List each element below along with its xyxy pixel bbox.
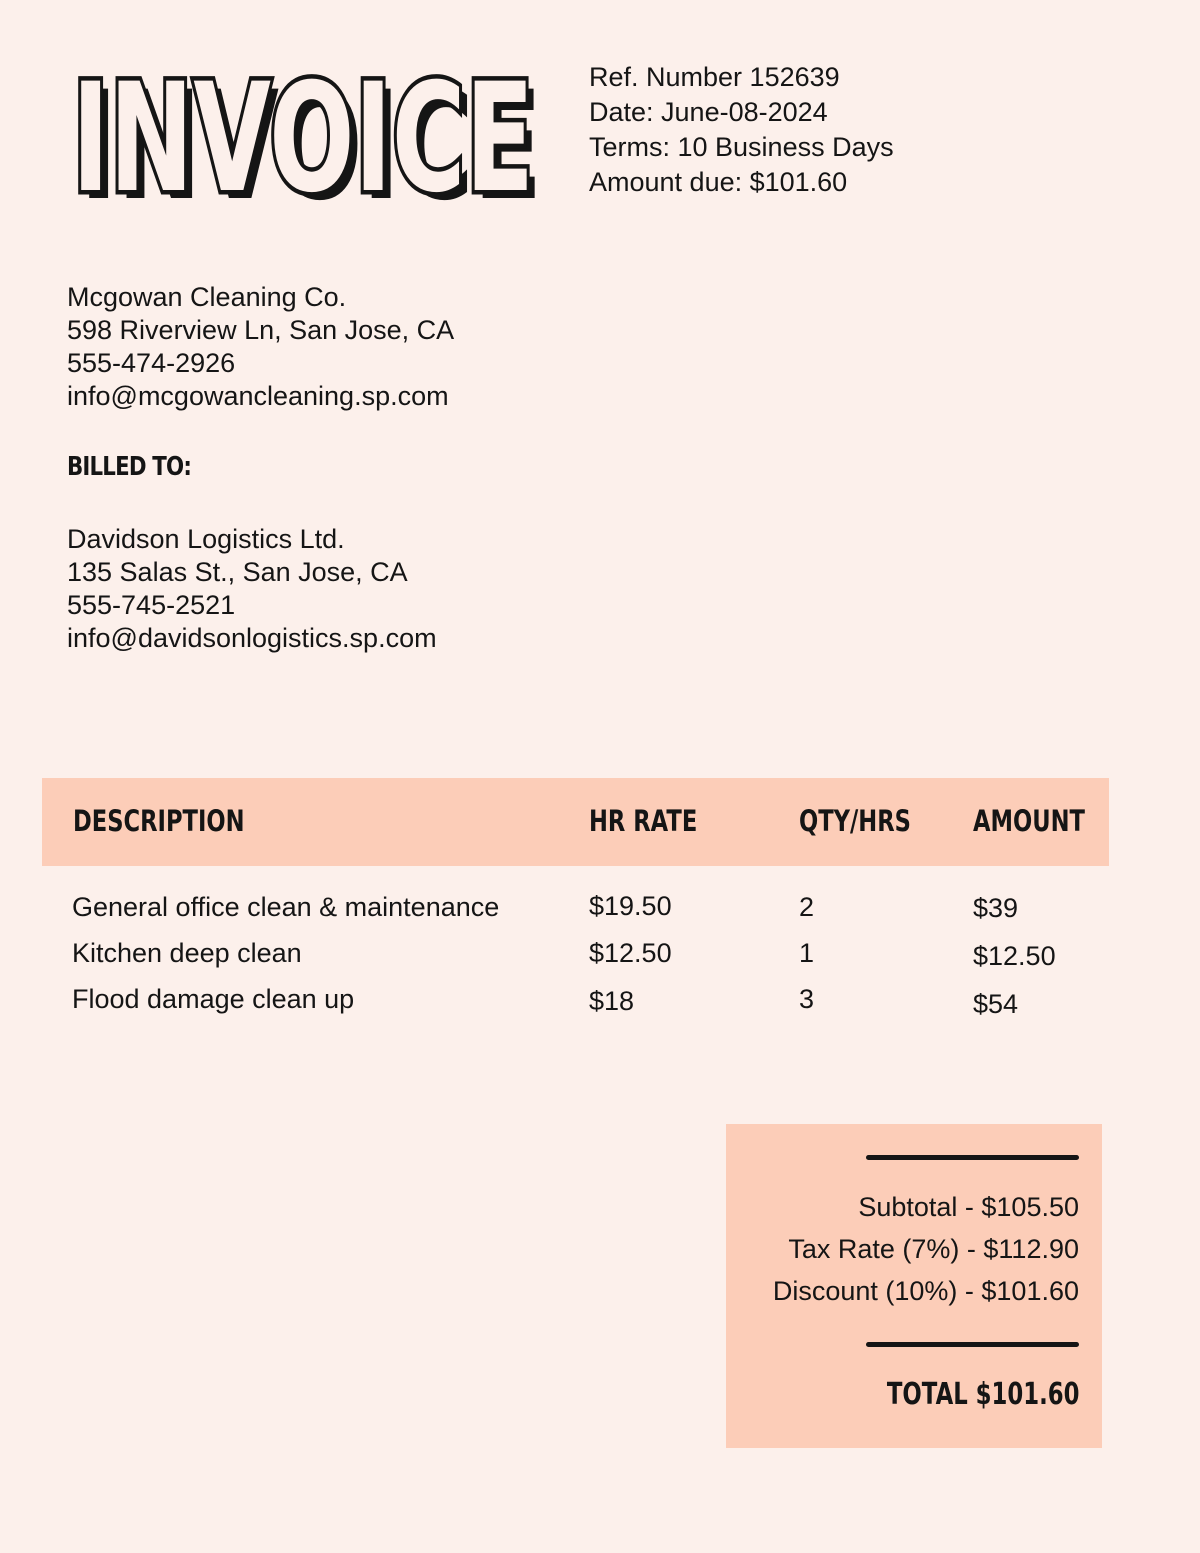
subtotal: Subtotal - $105.50 (858, 1192, 1079, 1222)
title-text: INVOICE (72, 52, 534, 214)
header-rate: HR RATE (589, 804, 698, 838)
row-description: Flood damage clean up (72, 984, 355, 1014)
header-amount: AMOUNT (973, 804, 1085, 838)
recipient-email: info@davidsonlogistics.sp.com (67, 623, 437, 653)
sender-email: info@mcgowancleaning.sp.com (67, 381, 449, 411)
header-description: DESCRIPTION (73, 804, 245, 838)
divider-bottom (866, 1342, 1079, 1347)
grand-total: TOTAL $101.60 (887, 1377, 1080, 1412)
row-rate: $18 (589, 986, 635, 1016)
sender-phone: 555-474-2926 (67, 348, 236, 378)
row-rate: $12.50 (589, 938, 672, 968)
table-header (42, 778, 1109, 866)
recipient-block (67, 523, 437, 655)
row-description: General office clean & maintenance (72, 892, 500, 922)
row-amount: $39 (973, 893, 1019, 923)
row-amount: $12.50 (973, 941, 1056, 971)
header-qty: QTY/HRS (799, 804, 911, 838)
title-shadow: INVOICE (80, 60, 542, 214)
invoice-meta (589, 60, 894, 200)
invoice-date: Date: June-08-2024 (589, 97, 828, 127)
row-qty: 2 (799, 892, 815, 922)
tax-rate: Tax Rate (7%) - $112.90 (788, 1234, 1079, 1264)
amount-due: Amount due: $101.60 (589, 167, 848, 197)
totals-box (726, 1124, 1102, 1448)
invoice-title (66, 38, 550, 214)
row-qty: 3 (799, 984, 815, 1014)
totals-lines (773, 1186, 1079, 1312)
recipient-phone: 555-745-2521 (67, 590, 236, 620)
row-qty: 1 (799, 938, 815, 968)
recipient-address: 135 Salas St., San Jose, CA (67, 557, 408, 587)
row-description: Kitchen deep clean (72, 938, 302, 968)
ref-number: Ref. Number 152639 (589, 62, 840, 92)
billed-to-label: BILLED TO: (67, 452, 192, 482)
row-amount: $54 (973, 989, 1019, 1019)
discount: Discount (10%) - $101.60 (772, 1276, 1079, 1306)
sender-block (67, 281, 454, 413)
divider-top (866, 1155, 1079, 1160)
row-rate: $19.50 (589, 891, 672, 921)
payment-terms: Terms: 10 Business Days (589, 132, 894, 162)
recipient-company: Davidson Logistics Ltd. (67, 524, 345, 554)
sender-address: 598 Riverview Ln, San Jose, CA (67, 315, 455, 345)
sender-company: Mcgowan Cleaning Co. (67, 282, 347, 312)
